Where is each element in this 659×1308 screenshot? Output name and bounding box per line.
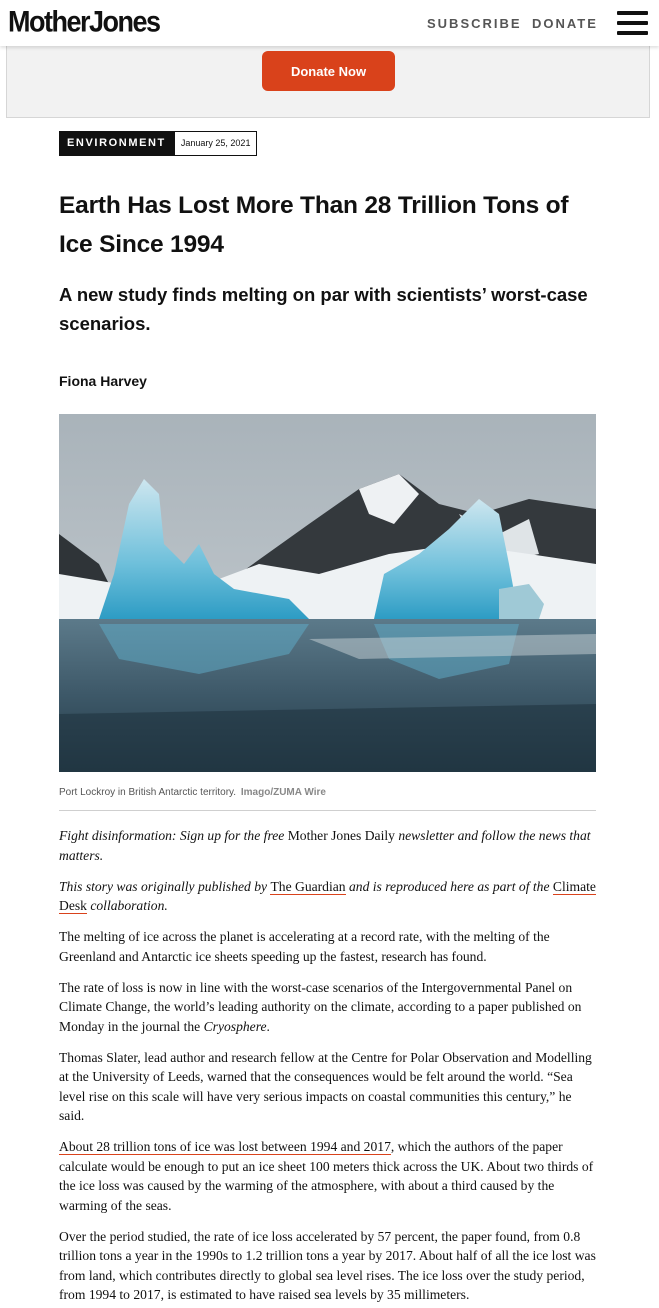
photo-caption [59,787,326,798]
hero-photo [59,414,596,772]
paragraph [59,1137,597,1215]
paragraph: Over the period studied, the rate of ice loss accelerated by 57 percent, the paper found, from 0.8 trillion tons a year in the 1990s to 1.2 trillion tons a year by 2017. About half of all the ice lost was from land, which contributes directly to global sea level rises. The ice loss over the study period, from 1994 to 2017, is estimated to have raised sea levels by 35 millimeters. [59,1228,596,1302]
donate-now-button[interactable]: Donate Now [262,51,395,91]
paragraph-text: , which the authors of the paper calculate would be enough to put an ice sheet 100 meters thick across the UK. About two thirds of the ice loss was caused by the warming of the atmosphere, with about a third caused by the warming of the seas. [59,1139,594,1213]
promo-text: newsletter and follow the news that matters. [59,828,591,863]
article-body [59,826,597,1308]
category-tag[interactable]: ENVIRONMENT [59,131,174,156]
promo-brand: Mother Jones Daily [287,828,395,843]
photo-credit: Imago/ZUMA Wire [240,787,326,798]
journal-name: Cryosphere [203,1018,267,1034]
paragraph [59,978,597,1037]
site-logo[interactable]: MotherJones [8,5,160,39]
menu-icon-bar [617,11,648,15]
syndication-text: collaboration. [86,898,168,913]
donate-link[interactable]: DONATE [532,16,598,31]
article-dek: A new study finds melting on par with scientists’ worst-case scenarios. [59,284,588,334]
menu-icon-bar [617,21,648,25]
article-meta [59,131,257,156]
syndication-text: This story was originally published by [59,878,271,894]
guardian-link[interactable]: The Guardian [270,878,346,894]
paragraph: Thomas Slater, lead author and research fellow at the Centre for Polar Observation and Modelling at the University of Leeds, warned that the consequences would be felt around the world. “Sea level rise on this scale will have very serious impacts on coastal communities this century,” he said. [59,1049,592,1123]
syndication-text: and is reproduced here as part of the [345,878,553,894]
subscribe-link[interactable]: SUBSCRIBE [427,16,522,31]
study-link[interactable]: About 28 trillion tons of ice was lost between 1994 and 2017 [59,1139,391,1154]
paragraph-text: . [266,1018,270,1034]
divider [59,810,596,811]
site-header [0,0,659,46]
promo-text: Fight disinformation: Sign up for the free [59,828,288,843]
caption-text: Port Lockroy in British Antarctic territory. [59,787,237,798]
donate-banner [6,44,650,118]
menu-icon-bar [617,31,648,35]
paragraph-text: The rate of loss is now in line with the worst-case scenarios of the Intergovernmental Panel on Climate Change, the world’s leading authority on the climate, according to a paper published on Monday in the journal the [59,979,582,1034]
menu-icon[interactable] [617,11,648,35]
author-byline[interactable]: Fiona Harvey [59,373,147,389]
syndication-note [59,877,597,916]
newsletter-promo [59,826,597,865]
article-headline: Earth Has Lost More Than 28 Trillion Tons of Ice Since 1994 [59,192,569,258]
climate-desk-link[interactable]: Climate Desk [59,878,596,913]
publish-date: January 25, 2021 [174,131,258,156]
paragraph: The melting of ice across the planet is accelerating at a record rate, with the melting of the Greenland and Antarctic ice sheets speeding up the fastest, research has found. [59,929,550,964]
